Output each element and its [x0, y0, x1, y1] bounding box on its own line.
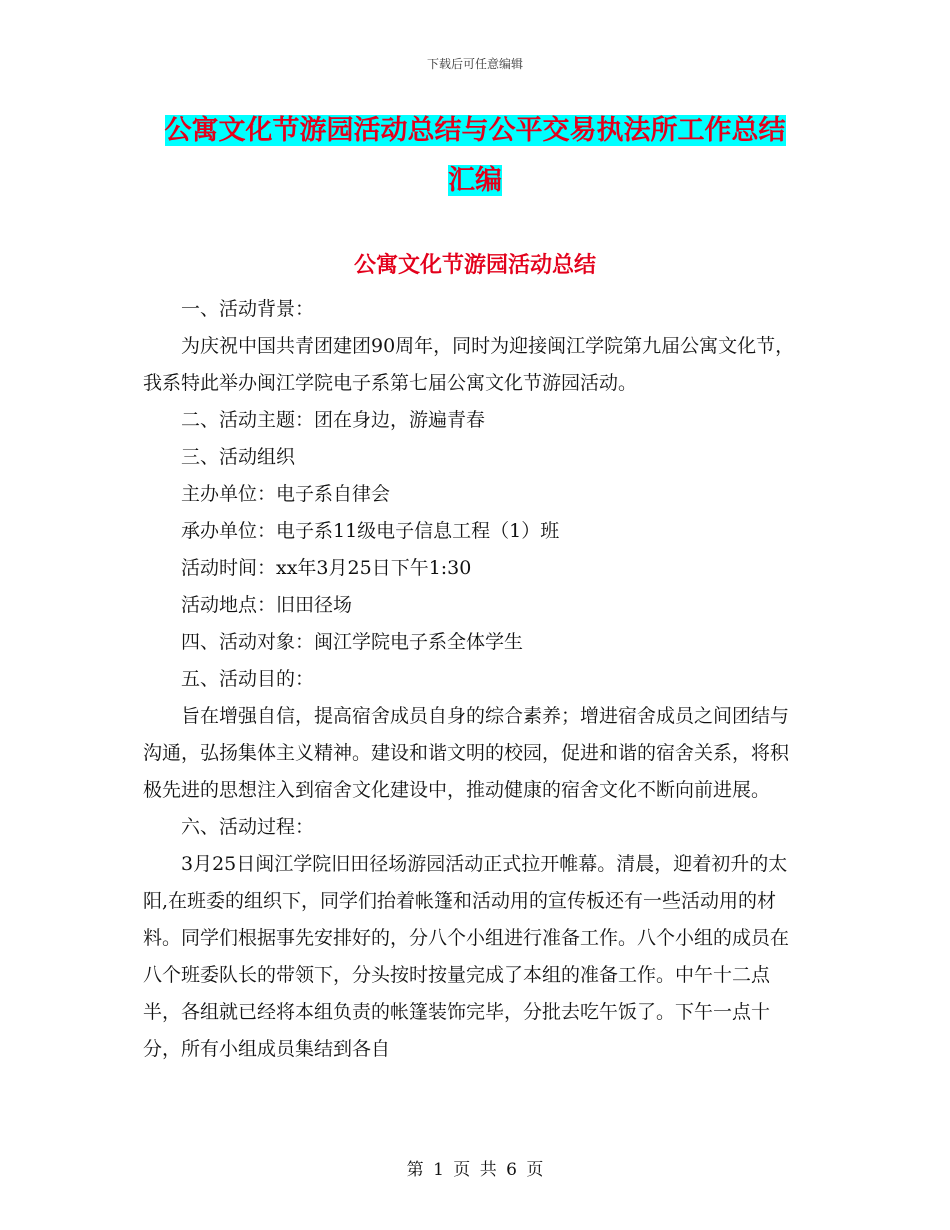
paragraph: 为庆祝中国共青团建团90周年，同时为迎接闽江学院第九届公寓文化节，我系特此举办闽江学院电子系第七届公寓文化节游园活动。: [143, 335, 795, 394]
paragraph: 主办单位：电子系自律会: [181, 483, 391, 505]
paragraph: 活动时间：xx年3月25日下午1:30: [181, 557, 472, 579]
paragraph: 旨在增强自信，提高宿舍成员自身的综合素养；增进宿舍成员之间团结与沟通，弘扬集体主义精神。建设和谐文明的校园，促进和谐的宿舍关系，将积极先进的思想注入到宿舍文化建设中，推动健康的宿舍文化不断向前进展。: [143, 705, 790, 801]
body-content: [143, 291, 803, 1068]
page-footer: 第 1 页 共 6 页: [406, 1160, 544, 1180]
paragraph: 五、活动目的：: [181, 668, 315, 690]
title-line-2: 汇编: [448, 165, 502, 196]
paragraph: 活动地点：旧田径场: [181, 594, 353, 616]
section-title: 公寓文化节游园活动总结: [353, 253, 596, 278]
paragraph: 三、活动组织: [181, 446, 296, 468]
document-title: [0, 106, 950, 206]
header-note: 下载后可任意编辑: [426, 57, 523, 71]
paragraph: 四、活动对象：闽江学院电子系全体学生: [181, 631, 524, 653]
paragraph: 六、活动过程：: [181, 816, 315, 838]
paragraph: 承办单位：电子系11级电子信息工程（1）班: [181, 520, 560, 542]
paragraph: 一、活动背景：: [181, 298, 315, 320]
paragraph: 二、活动主题：团在身边，游遍青春: [181, 409, 486, 431]
paragraph: 3月25日闽江学院旧田径场游园活动正式拉开帷幕。清晨，迎着初升的太阳,在班委的组织下，同学们抬着帐篷和活动用的宣传板还有一些活动用的材料。同学们根据事先安排好的，分八个小组进行准备工作。八个小组的成员在八个班委队长的带领下，分头按时按量完成了本组的准备工作。中午十二点半，各组就已经将本组负责的帐篷装饰完毕，分批去吃午饭了。下午一点十分，所有小组成员集结到各自: [143, 853, 790, 1060]
title-line-1: 公寓文化节游园活动总结与公平交易执法所工作总结: [164, 115, 786, 146]
